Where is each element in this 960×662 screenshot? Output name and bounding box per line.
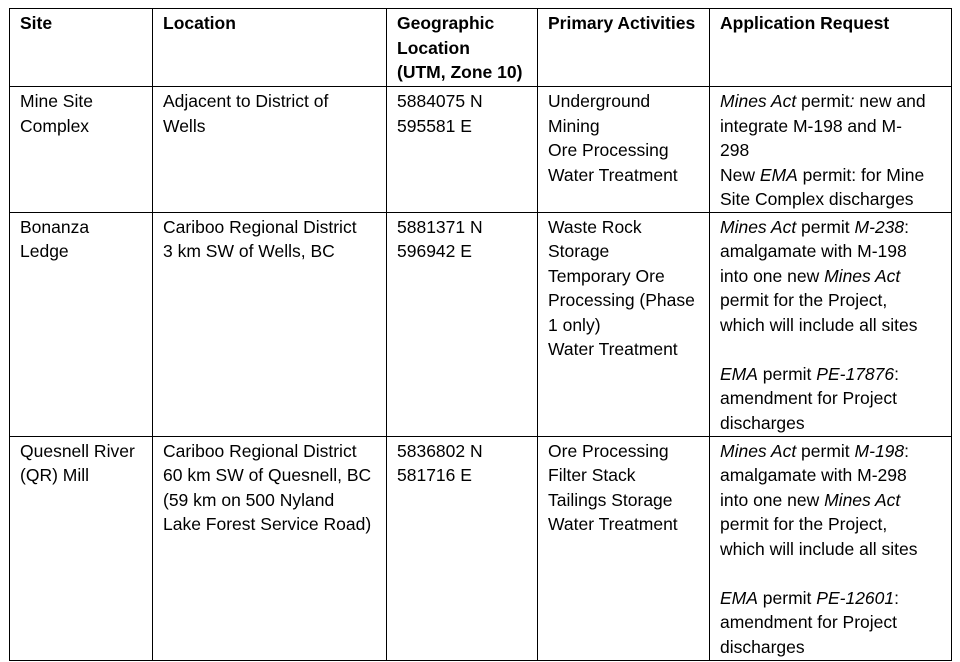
cell-application-request: Mines Act permit M-238: amalgamate with M-198 into one new Mines Act permit for the Project, which will include all sites EMA permit PE-17876: amendment for Project discharges xyxy=(710,212,952,436)
cell-geographic-location: 5836802 N 581716 E xyxy=(387,436,538,660)
cell-geographic-location: 5884075 N 595581 E xyxy=(387,87,538,213)
cell-site: Mine Site Complex xyxy=(10,87,153,213)
header-site: Site xyxy=(10,9,153,87)
paragraph-gap xyxy=(720,561,945,586)
cell-primary-activities: Ore Processing Filter Stack Tailings Storage Water Treatment xyxy=(538,436,710,660)
cell-site: Bonanza Ledge xyxy=(10,212,153,436)
cell-location: Adjacent to District of Wells xyxy=(153,87,387,213)
paragraph-gap xyxy=(720,337,945,362)
cell-primary-activities: Waste Rock Storage Temporary Ore Processing (Phase 1 only) Water Treatment xyxy=(538,212,710,436)
table-row xyxy=(10,212,952,436)
cell-application-request: Mines Act permit: new and integrate M-198 and M- 298 New EMA permit: for Mine Site Complex discharges xyxy=(710,87,952,213)
cell-location: Cariboo Regional District 3 km SW of Wells, BC xyxy=(153,212,387,436)
cell-site: Quesnell River (QR) Mill xyxy=(10,436,153,660)
table-row xyxy=(10,436,952,660)
cell-location: Cariboo Regional District 60 km SW of Quesnell, BC (59 km on 500 Nyland Lake Forest Service Road) xyxy=(153,436,387,660)
header-geographic-location: Geographic Location (UTM, Zone 10) xyxy=(387,9,538,87)
header-location: Location xyxy=(153,9,387,87)
header-application-request: Application Request xyxy=(710,9,952,87)
permit-table xyxy=(9,8,952,661)
table-row xyxy=(10,87,952,213)
cell-primary-activities: Underground Mining Ore Processing Water Treatment xyxy=(538,87,710,213)
cell-application-request: Mines Act permit M-198: amalgamate with M-298 into one new Mines Act permit for the Project, which will include all sites EMA permit PE-12601: amendment for Project discharges xyxy=(710,436,952,660)
cell-geographic-location: 5881371 N 596942 E xyxy=(387,212,538,436)
header-row xyxy=(10,9,952,87)
header-primary-activities: Primary Activities xyxy=(538,9,710,87)
